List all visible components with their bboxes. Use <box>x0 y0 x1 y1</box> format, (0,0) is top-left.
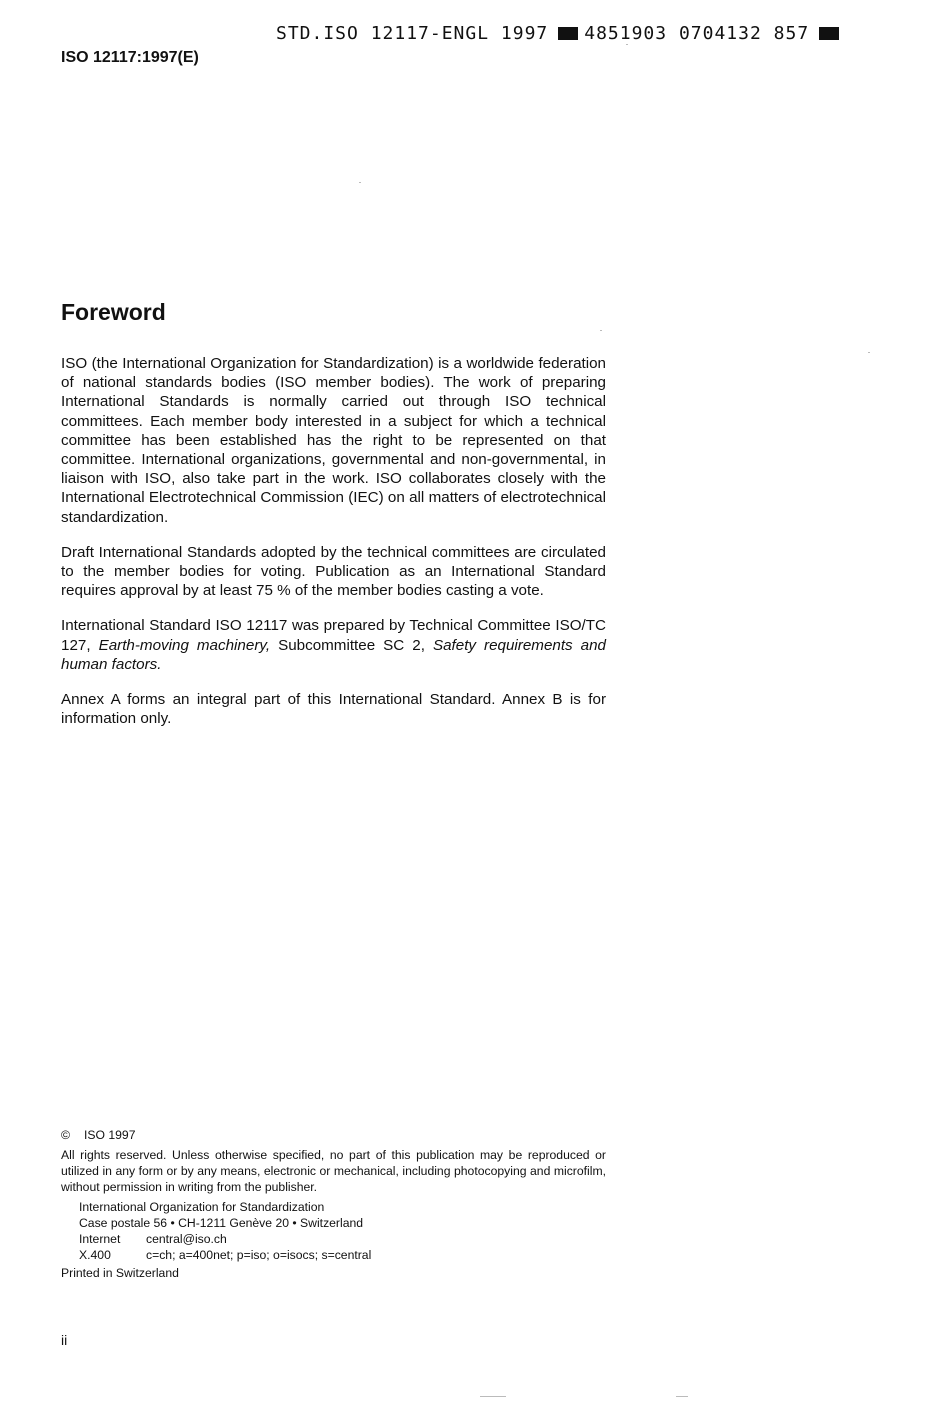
stamp-block-mark <box>558 27 578 40</box>
foreword-body <box>61 354 606 744</box>
scan-speck <box>626 44 628 45</box>
scan-speck <box>480 1396 506 1397</box>
publisher-address <box>61 1199 606 1263</box>
x400-value: c=ch; a=400net; p=iso; o=isocs; s=central <box>146 1248 372 1262</box>
scan-speck <box>676 1396 688 1397</box>
stamp-block-mark <box>819 27 839 40</box>
foreword-paragraph-4: Annex A forms an integral part of this International Standard. Annex B is for information only. <box>61 691 606 728</box>
scan-speck <box>600 330 602 331</box>
page-number: ii <box>61 1332 68 1348</box>
foreword-paragraph-2: Draft International Standards adopted by the technical committees are circulated to the member bodies for voting. Publication as an International Standard requires approval by at least 75 % of the member bodies casting a vote. <box>61 543 606 600</box>
paragraph-3-text: International Standard ISO 12117 was prepared by Technical Committee ISO/TC 127, <box>61 617 606 654</box>
publisher-name: International Organization for Standardization <box>79 1200 325 1214</box>
internet-label: Internet <box>79 1232 121 1246</box>
x400-contact <box>79 1247 606 1263</box>
stamp-serial-number: 4851903 0704132 857 <box>584 22 810 44</box>
stamp-standard-code: STD.ISO 12117-ENGL 1997 <box>276 22 549 44</box>
internet-value: central@iso.ch <box>146 1232 227 1246</box>
page-title: Foreword <box>61 299 166 325</box>
catalog-stamp-header <box>276 20 856 46</box>
postal-address: Case postale 56 • CH-1211 Genève 20 • Switzerland <box>79 1216 364 1230</box>
scan-speck <box>359 182 361 183</box>
copyright-line <box>61 1127 606 1143</box>
rights-statement: All rights reserved. Unless otherwise specified, no part of this publication may be reproduced or utilized in any form or by any means, electronic or mechanical, including photocopying and microfilm, without permission in writing from the publisher. <box>61 1148 606 1194</box>
copyright-block <box>61 1127 606 1281</box>
printed-in: Printed in Switzerland <box>61 1266 179 1280</box>
internet-contact <box>79 1231 606 1247</box>
committee-title: Earth-moving machinery, <box>98 636 271 654</box>
paragraph-3-text: Subcommittee SC 2, <box>270 636 433 654</box>
foreword-paragraph-3 <box>61 616 606 674</box>
foreword-paragraph-1: ISO (the International Organization for Standardization) is a worldwide federation of national standards bodies (ISO member bodies). The work of preparing International Standards is normally carried out through ISO technical committees. Each member body interested in a subject for which a technical committee has been established has the right to be represented on that committee. International organizations, governmental and non-governmental, in liaison with ISO, also take part in the work. ISO collaborates closely with the International Electrotechnical Commission (IEC) on all matters of electrotechnical standardization. <box>61 355 606 526</box>
copyright-year: ISO 1997 <box>83 1128 136 1142</box>
copyright-symbol: © <box>61 1128 70 1142</box>
subcommittee-title: Safety requirements and human factors. <box>61 636 607 673</box>
x400-label: X.400 <box>79 1248 111 1262</box>
scan-speck <box>868 352 870 353</box>
document-id: ISO 12117:1997(E) <box>61 49 199 66</box>
